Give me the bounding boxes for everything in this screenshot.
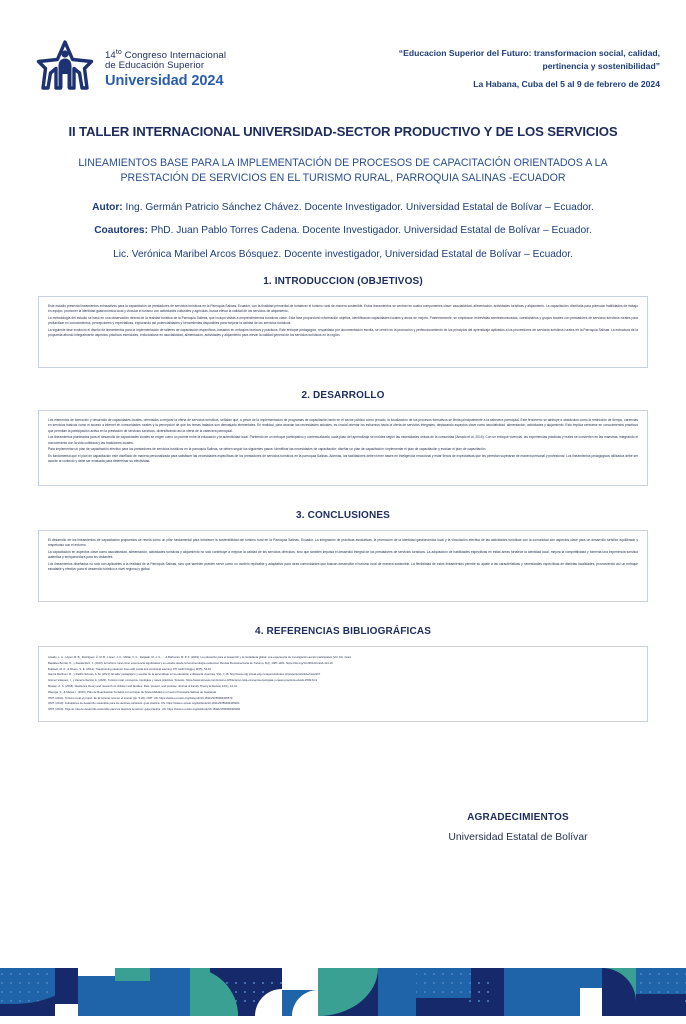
- development-content-box: [38, 410, 648, 486]
- reference-entry: Wayoga, S., & Mamá, I. (2015). Plan de Reactivación Turística con enfoque de Sostenibilidad en el sector Parroquia Salinas de Guaranda.: [48, 690, 217, 694]
- paragraph: Los elementos de formación y desarrollo de capacidades locales, orientados a mejorar la oferta de servicios turísticos, señalan que, a pesar de la implementación de programas de capacitación tanto en el sector público como privado, la focalización de los procesos formativos se limita principalmente a la cabecera parroquial. Este fenómeno se atribuye a obstáculos como la restricción de tiempo, carencias en servicios básicos como el acceso a internet en comunidades rurales y la percepción de que los temas tratados son demasiado elementales. En realidad, para abordar las necesidades actuales, es crucial orientar los esfuerzos hacia la oferta de servicios integrales, destacando aspectos clave como asociatividad, alimentación, actividades y alojamiento. Esto implica centrarse en conocimientos prácticos que permitan la participación activa en la prestación de servicios turísticos, diversificando así la oferta de la cabecera parroquial.: [48, 418, 638, 433]
- slogan-text: “Educacion Superior del Futuro: transformacion social, calidad, pertinencia y sostenibilidad”: [398, 47, 660, 71]
- section-references: [0, 626, 686, 722]
- section-heading-development: 2. DESARROLLO: [301, 390, 385, 402]
- author-details: PhD. Juan Pablo Torres Cadena. Docente Investigador. Universidad Estatal de Bolívar – Ecuador.: [147, 225, 592, 237]
- reference-entry: Bardales Bernal, O., y Zavala Ruiz, J. (2023). El turismo rural como experiencia significativa y su estudio desde la fenomenología evidencial. Revista Iberoamericana de Turismo, 6(4), 1387-1401. https://doi.org/10.29012/rintrab.414.19: [48, 661, 333, 665]
- reference-entry: García Martínez, R., y Patiño Schvan, A. M. (2021). El taller pedagógico y escolar de la aprendizaje en la educación a distancia. Apertura, 5(2), 7-18. http://www.udg.virtual.udg.mx/apertura/index.php/apertura/article/view/207: [48, 673, 321, 677]
- author-line: [90, 248, 596, 262]
- paragraph: La metodología del estudio se basó en una observación directa de la realidad turística de la Parroquia Salinas, que incluyó visitas a emprendimientos turísticos clave. Esta fase proporcionó información objetiva, identificando capacidades locales y áreas de mejora. Posteriormente, se emplearon entrevistas semiestructuradas, cuestionarios y grupos focales con prestadores de servicios turísticos rurales para profundizar en conocimientos, percepciones y expectativas, explorando así potencialidades y herramientas disponibles para mejorar la calidad de los servicios turísticos.: [48, 316, 638, 326]
- author-details: Ing. Germán Patricio Sánchez Chávez. Docente Investigador. Universidad Estatal de Bolívar – Ecuador.: [122, 201, 594, 213]
- reference-entry: Gómez Vásquez, I., y Zamora García, A. (2020). Turismo rural: conceptos, tipologías y casos prácticos. Síntesis. https://www.sintesis.com/turismo-125/turismo-rural-conceptos-tipologias-y-casos-practicos-ebook-2549.html: [48, 679, 317, 683]
- reference-entry: OMT. (2020). Hoja de ruta de desarrollo sostenible para los destinos turísticos: guía práctica. UN. https://www.e-unwto.org/doi/book/10.18111/9789284405492: [48, 708, 241, 712]
- reference-entry: OMT. (2014). Turismo rural el propio. En El turismo rural en el mundo (pp. 9-26). OMT. UN. https://www.e-unwto.org/doi/epub/10.18111/9789284406579: [48, 696, 233, 700]
- logo-edition-suffix: to: [115, 48, 122, 56]
- references-content-box: [38, 646, 648, 722]
- section-conclusions: [0, 510, 686, 602]
- reference-entry: Amado, L. A., López, B. B., Rodríguez, Á. M. B., López, J. C., Miñán, F. C., Delgado, M. J. C., ... & Barberán, M. P. Z. (2019). La educación para el desarrollo y la ciudadanía global: una experiencia de investigación-acción participativa (Vol. 10). Grad.: [48, 656, 352, 660]
- section-heading-conclusions: 3. CONCLUSIONES: [296, 510, 390, 522]
- paragraph: Este estudio presenta lineamientos exhaustivos para la capacitación de prestadores de servicios turísticos en la Parroquia Salinas, Ecuador, con la finalidad primordial de fortalecer el turismo rural de manera sostenible. Estos lineamientos se centran en cuatro componentes clave: asociatividad, alimentación, actividades turísticas y alojamiento. La capacitación, diseñada para potenciar habilidades de trabajo en equipo, promover la identidad gastronómica local y vincular el turismo con actividades culturales y agrícolas, busca elevar la calidad de los servicios de alojamiento.: [48, 304, 638, 314]
- page-subtitle: LINEAMIENTOS BASE PARA LA IMPLEMENTACIÓN DE PROCESOS DE CAPACITACIÓN ORIENTADOS A LA PRESTACIÓN DE SERVICIOS EN EL TURISMO RURAL, PARROQUIA SALINAS -ECUADOR: [78, 157, 608, 185]
- author-line: [90, 224, 596, 238]
- authors-block: [90, 201, 596, 262]
- paragraph: Para implementar un plan de capacitación efectivo para los prestadores de servicios turísticos en la parroquia Salinas, se deben seguir los siguientes pasos: Identificar las necesidades de capacitación; diseñar un plan de capacitación; implementar el plan de capacitación y evaluar el plan de capacitación.: [48, 447, 487, 452]
- author-role: Autor:: [92, 201, 123, 213]
- congress-slogan: [360, 47, 660, 92]
- introduction-content-box: [38, 296, 648, 368]
- decorative-footer-pattern: [0, 954, 686, 1024]
- acknowledgements-title: AGRADECIMIENTOS: [467, 812, 569, 823]
- paragraph: La capacitación en aspectos clave como asociatividad, alimentación, actividades turísticas y alojamiento no solo contribuye a mejorar la calidad de los servicios ofrecidos, sino que también impulsa el desarrollo integral de los prestadores de servicios turísticos. La adquisición de habilidades específicas en estas áreas fortalece la identidad local, mejora la competitividad y fomenta una experiencia turística auténtica y enriquecedora para los visitantes.: [48, 550, 638, 560]
- slogan-place-date: La Habana, Cuba del 5 al 9 de febrero de 2024: [473, 79, 660, 90]
- reference-entry: Brackett, M. A., & Rivers, S. E. (2014). Transforming students' lives with social and emotional learning. PH: Delhi blogger, 9(65), 54-61.: [48, 667, 212, 671]
- paragraph: El desarrollo de los lineamientos de capacitación propuestos se revela como un pilar fundamental para fortalecer la sostenibilidad del turismo rural en la Parroquia Salinas, Ecuador. La integración de prácticas asociativas, la promoción de la identidad gastronómica local y la vinculación efectiva de las actividades turísticas con la comunidad son aspectos clave para un desarrollo turístico equilibrado y respetuoso con el entorno.: [48, 538, 638, 548]
- section-development: [0, 390, 686, 486]
- acknowledgements-body: Universidad Estatal de Bolívar: [448, 832, 588, 843]
- acknowledgements-block: [388, 812, 648, 843]
- congress-logo-text: [105, 49, 226, 90]
- logo-line1-rest: Congreso Internacional: [121, 49, 227, 61]
- congress-logo: [34, 40, 226, 98]
- conclusions-content-box: [38, 530, 648, 602]
- footer-band-blocks: [0, 968, 686, 1016]
- author-details: Lic. Verónica Maribel Arcos Bósquez. Docente investigador, Universidad Estatal de Bolívar – Ecuador.: [113, 248, 573, 260]
- star-figure-logo-icon: [34, 40, 96, 98]
- paragraph: Los lineamientos diseñados no solo son aplicables a la realidad de la Parroquia Salinas, sino que también pueden servir como un modelo replicable y adaptativo para otras comunidades que buscan desarrollar el turismo rural de manera sostenible. La flexibilidad de estos lineamientos permite su ajuste a las características y necesidades específicas de distintas localidades, promoviendo así un enfoque escalable y efectivo para el desarrollo turístico a nivel regional y global.: [48, 562, 638, 572]
- logo-brand: Universidad 2024: [105, 73, 224, 90]
- section-introduction: [0, 276, 686, 368]
- page-title: II TALLER INTERNACIONAL UNIVERSIDAD-SECTOR PRODUCTIVO Y DE LOS SERVICIOS: [68, 124, 618, 139]
- logo-line-2: de Educación Superior: [105, 60, 205, 72]
- paragraph: Los lineamientos planteados para el desarrollo de capacidades locales se erigen como un puente entre la educación y la autenticidad local. Partiendo de un enfoque participativo y contextualizado, cada paso del aprendizaje se moldea según las necesidades únicas de la comunidad (Amado et al, 2019). Con un enfoque vivencial, las experiencias prácticas y reales se convierten en las maestras, integrando el conocimiento con la vida cotidiana y las tradiciones locales.: [48, 435, 638, 445]
- paragraph: Es fundamental que el plan de capacitación esté diseñado de manera personalizada para satisfacer las necesidades específicas de los prestadores de servicios turísticos en la parroquia Salinas. Además, los facilitadores deben tener bases en inteligencia emocional y estar llenos de expectativas que les permitan superarse de manera personal y profesional. Los lineamientos pedagógicos utilizados debe ser acorde al contexto y debe ser evaluada para determinar su efectividad.: [48, 454, 638, 464]
- paragraph: La siguiente fase involucró el diseño de lineamientos para la implementación de talleres de capacitación específicos, basados en enfoques teóricos y prácticos. Este enfoque pedagógico, respaldado por documentación escrita, se centró en la promoción y perfeccionamiento de los principios del aprendizaje aplicados a los proveedores de servicios turísticos rurales en la Parroquia Salinas. La estructura de la propuesta abordó integralmente aspectos prácticos esenciales, enfocándose en asociatividad, alimentación, actividades y alojamiento para elevar la calidad general de los servicios turísticos en la región.: [48, 328, 638, 338]
- author-role: Coautores:: [94, 225, 148, 237]
- author-line: [90, 201, 596, 215]
- logo-edition-number: 14: [105, 49, 116, 61]
- reference-entry: OMT. (2019). Indicadores de desarrollo sostenible para los destinos turísticos: guía práctica. UN. https://www.e-unwto.org/doi/book/10.18111/9789284405404: [48, 702, 240, 706]
- poster-header: [0, 0, 686, 98]
- reference-entry: Masten, A. S. (2018). Resilience theory and research on children and families: Past, present, and promise. Journal of Family Theory & Review, 10(1), 12-31.: [48, 685, 238, 688]
- section-heading-introduction: 1. INTRODUCCION (OBJETIVOS): [263, 276, 423, 288]
- section-heading-references: 4. REFERENCIAS BIBLIOGRÁFICAS: [254, 626, 432, 638]
